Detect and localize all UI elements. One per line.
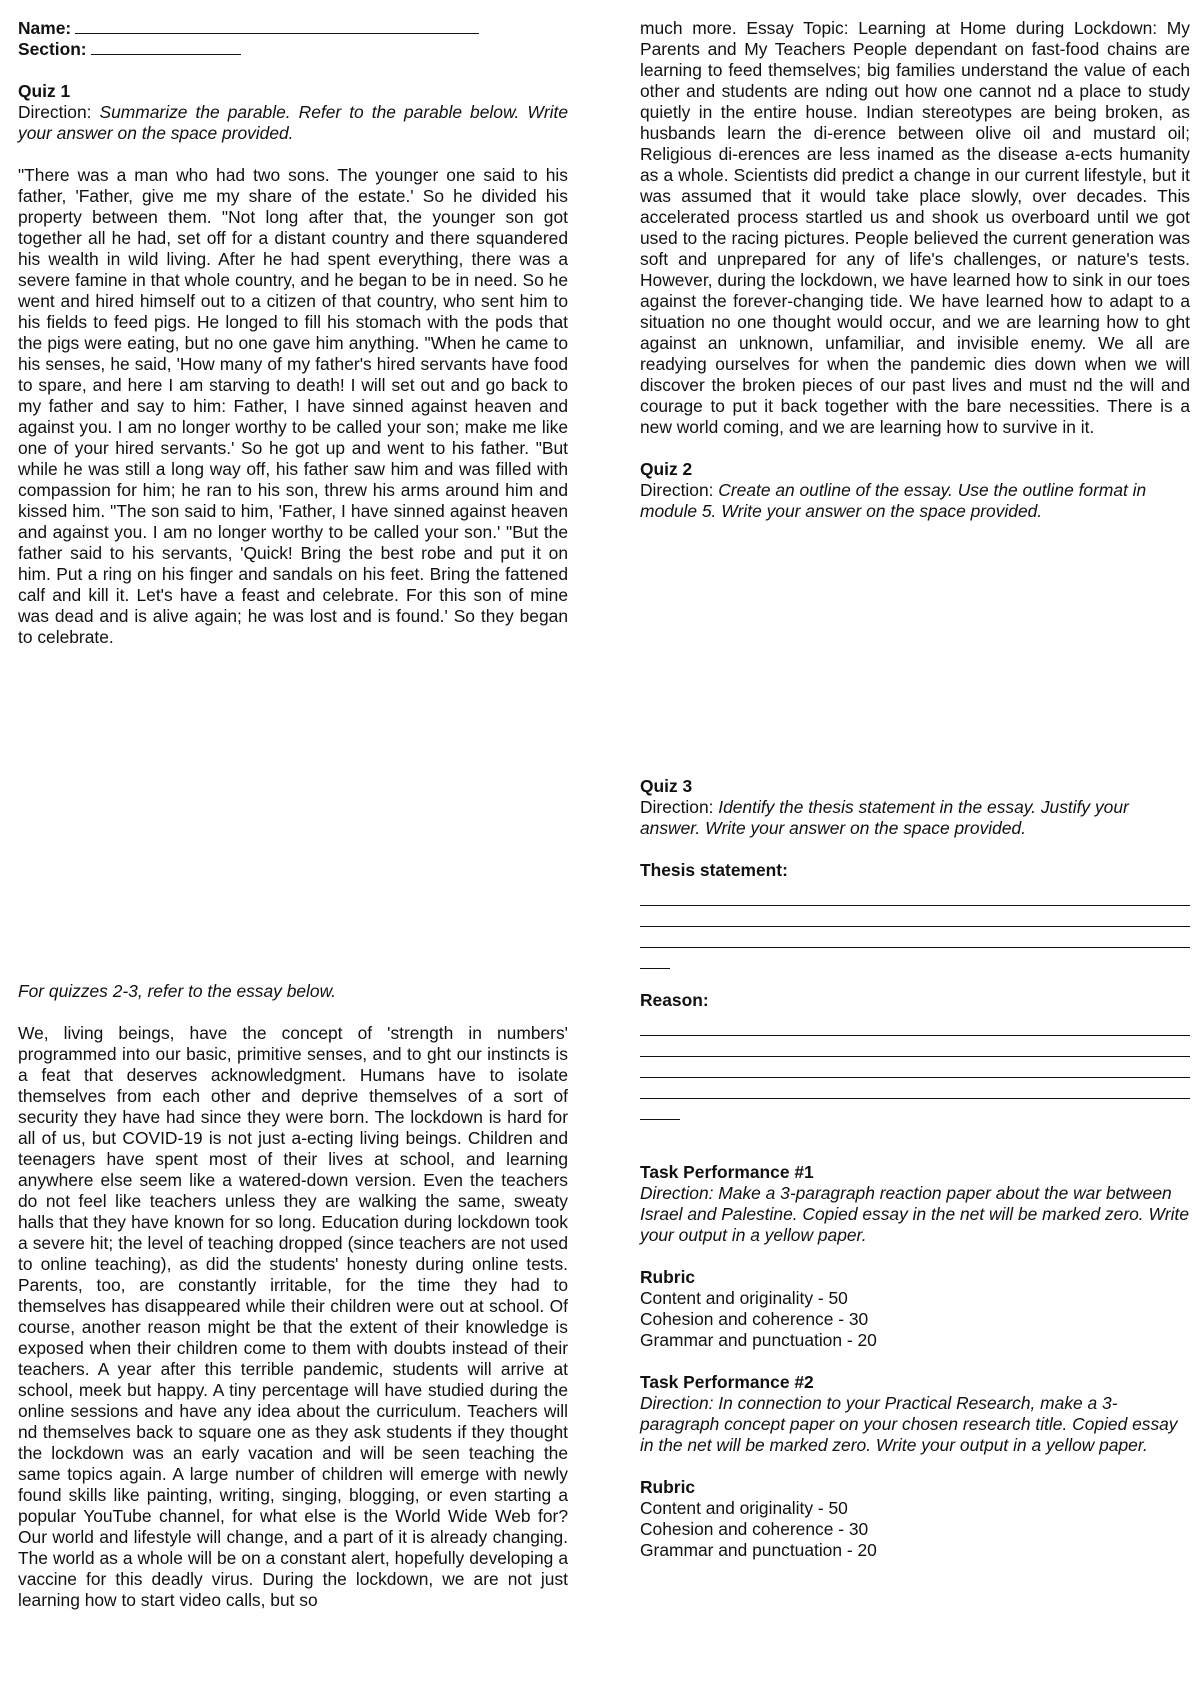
thesis-label: Thesis statement: [640,860,788,880]
answer-line[interactable] [640,1036,1190,1057]
spacer [640,1456,1190,1477]
quiz2-title: Quiz 2 [640,459,693,479]
answer-line[interactable] [640,948,670,969]
rubric-item: Cohesion and coherence - 30 [640,1309,869,1329]
quiz3-direction: Direction: Identify the thesis statement in the essay. Justify your answer. Write your answer on the space provided. [640,797,1129,838]
answer-line[interactable] [640,1099,680,1120]
spacer [18,144,568,165]
spacer [640,438,1190,459]
answer-line[interactable] [640,1078,1190,1099]
quiz1-direction: Direction: Summarize the parable. Refer to the parable below. Write your answer on the space provided. [18,102,568,143]
section-line [18,39,568,60]
quiz3-title: Quiz 3 [640,776,693,796]
right-column [640,18,1190,1561]
rubric-item: Content and originality - 50 [640,1288,848,1308]
answer-space [18,648,568,981]
rubric-item: Grammar and punctuation - 20 [640,1330,877,1350]
reason-answer-lines[interactable] [640,1015,1190,1120]
parable-text: "There was a man who had two sons. The younger one said to his father, 'Father, give me my share of the estate.' So he divided his property between them. "Not long after that, the younger son got together all he had, set off for a distant country and there squandered his wealth in wild living. After he had spent everything, there was a severe famine in that whole country, and he began to be in need. So he went and hired himself out to a citizen of that country, who sent him to his fields to feed pigs. He longed to fill his stomach with the pods that the pigs were eating, but no one gave him anything. "When he came to his senses, he said, 'How many of my father's hired servants have food to spare, and here I am starving to death! I will set out and go back to my father and say to him: Father, I have sinned against heaven and against you. I am no longer worthy to be called your son; make me like one of your hired servants.' So he got up and went to his father. "But while he was still a long way off, his father saw him and was filled with compassion for him; he ran to his son, threw his arms around him and kissed him. "The son said to him, 'Father, I have sinned against heaven and against you. I am no longer worthy to be called your son.' "But the father said to his servants, 'Quick! Bring the best robe and put it on him. Put a ring on his finger and sandals on his feet. Bring the fattened calf and kill it. Let's have a feast and celebrate. For this son of mine was dead and is alive again; he was lost and is found.' So they began to celebrate. [18,165,568,647]
task1-rubric-title: Rubric [640,1267,696,1287]
rubric-item: Content and originality - 50 [640,1498,848,1518]
task1-rubric [640,1288,1190,1351]
name-blank[interactable] [75,19,479,34]
section-label: Section: [18,39,87,59]
task1-direction: Direction: Make a 3-paragraph reaction paper about the war between Israel and Palestine. Copied essay in the net will be marked zero. Write your output in a yellow paper. [640,1183,1190,1245]
essay-intro: For quizzes 2-3, refer to the essay below. [18,981,337,1001]
answer-line[interactable] [640,1015,1190,1036]
name-line [18,18,568,39]
rubric-item: Cohesion and coherence - 30 [640,1519,869,1539]
spacer [640,969,1190,990]
thesis-answer-lines[interactable] [640,885,1190,969]
left-column [18,18,568,1611]
quiz1-title: Quiz 1 [18,81,71,101]
task1-title: Task Performance #1 [640,1162,814,1182]
quiz2-direction: Direction: Create an outline of the essay. Use the outline format in module 5. Write your answer on the space provided. [640,480,1147,521]
answer-line[interactable] [640,927,1190,948]
essay-part2: much more. Essay Topic: Learning at Home during Lockdown: My Parents and My Teachers People dependant on fast-food chains are learning to feed themselves; big families understand the value of each other and students are nding out how one cannot nd a place to study quietly in the entire house. Indian stereotypes are being broken, as husbands learn the di-erence between olive oil and mustard oil; Religious di-erences are less inamed as the disease a-ects humanity as a whole. Scientists did predict a change in our current lifestyle, but it was assumed that it would take place slowly, over decades. This accelerated process startled us and shook us overboard until we got used to the racing pictures. People believed the current generation was soft and unprepared for any of life's challenges, or nature's tests. However, during the lockdown, we have learned how to sink in our toes against the forever-changing tide. We have learned how to adapt to a situation no one thought would occur, and we are learning how to ght against an unknown, unfamiliar, and invisible enemy. We all are readying ourselves for when the pandemic dies down when we will discover the broken pieces of our past lives and must nd the will and courage to put it back together with the bare necessities. There is a new world coming, and we are learning how to survive in it. [640,18,1190,437]
reason-label: Reason: [640,990,709,1010]
task2-direction: Direction: In connection to your Practical Research, make a 3-paragraph concept paper on your chosen research title. Copied essay in the net will be marked zero. Write your output in a yellow paper. [640,1393,1178,1455]
task2-title: Task Performance #2 [640,1372,814,1392]
spacer [640,1351,1190,1372]
rubric-item: Grammar and punctuation - 20 [640,1540,877,1560]
spacer [18,60,568,81]
answer-space [640,522,1190,776]
answer-line[interactable] [640,1057,1190,1078]
answer-line[interactable] [640,906,1190,927]
spacer [640,1120,1190,1162]
spacer [640,1246,1190,1267]
answer-line[interactable] [640,885,1190,906]
essay-part1: We, living beings, have the concept of 'strength in numbers' programmed into our basic, primitive senses, and to ght our instincts is a feat that deserves acknowledgment. Humans have to isolate themselves from each other and deprive themselves of a sort of security they have had since they were born. The lockdown is hard for all of us, but COVID-19 is not just a-ecting living beings. Children and teenagers have spent most of their lives at school, and learning anywhere else seem like a watered-down version. Even the teachers do not feel like teachers unless they are walking the same, sweaty halls that they have known for so long. Education during lockdown took a severe hit; the level of teaching dropped (since teachers are not used to online teaching), as did the students' honesty during online tests. Parents, too, are constantly irritable, for the time they had to themselves has disappeared while their children were out at school. Of course, another reason might be that the extent of their knowledge is exposed when their children come to them with doubts instead of their teachers. A year after this terrible pandemic, students will arrive at school, meek but happy. A tiny percentage will have studied during the online sessions and have any idea about the curriculum. Teachers will nd themselves back to square one as they ask students if they thought the lockdown was an early vacation and will be seen teaching the same topics again. A large number of children will emerge with newly found skills like painting, writing, singing, blogging, or even starting a popular YouTube channel, for what else is the World Wide Web for? Our world and lifestyle will change, and a part of it is already changing. The world as a whole will be on a constant alert, hopefully developing a vaccine for this deadly virus. During the lockdown, we are not just learning how to start video calls, but so [18,1023,568,1610]
section-blank[interactable] [91,40,241,55]
name-label: Name: [18,18,72,38]
task2-rubric [640,1498,1190,1561]
spacer [18,1002,568,1023]
spacer [640,839,1190,860]
task2-rubric-title: Rubric [640,1477,696,1497]
